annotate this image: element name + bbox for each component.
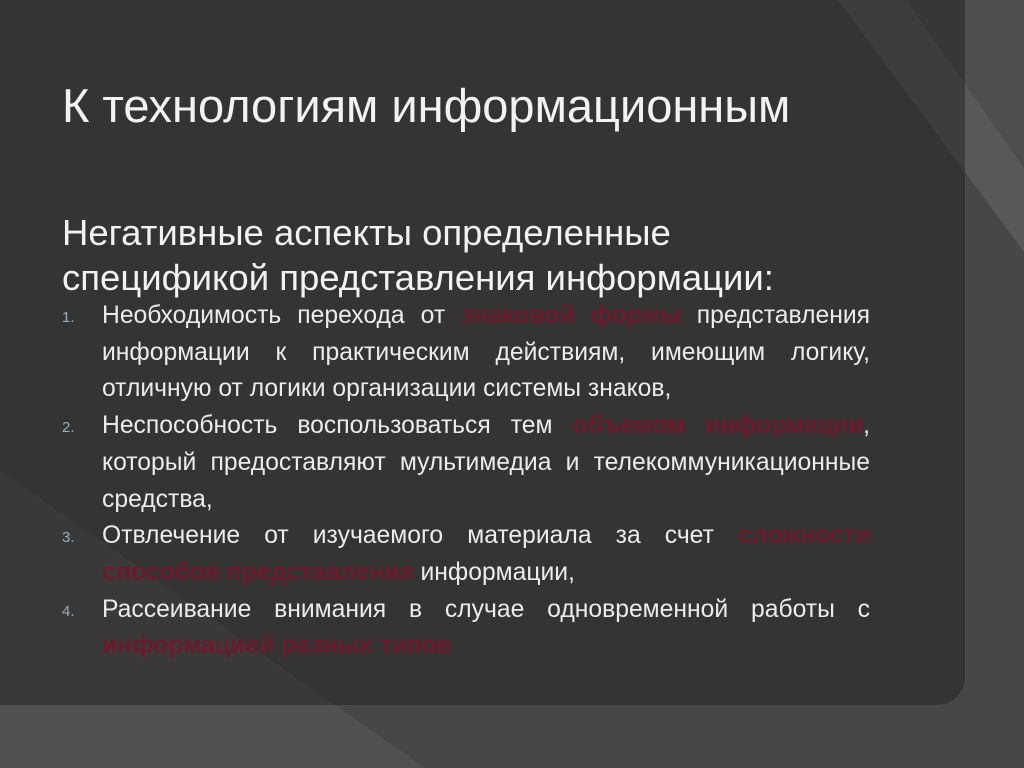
list-item-number: 1.: [62, 309, 75, 326]
slide-subtitle: Негативные аспекты определенные спецификой представления информации:: [62, 212, 774, 298]
list-item-text: информации,: [413, 558, 575, 586]
list-item-text: , который предоставляют мультимедиа и телекоммуникационные средства,: [102, 412, 870, 513]
list-item-number: 2.: [62, 419, 75, 437]
list-item-text: представления информации к практическим действиям, имеющим логику, отличную от логики организации системы знаков,: [102, 302, 870, 403]
list-item-number: 3.: [62, 529, 75, 547]
slide-title: К технологиям информационным: [62, 79, 791, 132]
highlighted-phrase: информацией разных типов: [102, 632, 452, 660]
highlighted-phrase: сложности способов представления: [102, 522, 870, 586]
list-item: [62, 408, 870, 518]
list-item-text: Необходимость перехода от: [102, 302, 462, 329]
list-item-text: Рассеивание внимания в случае одновременной работы с: [102, 595, 870, 623]
highlighted-phrase: объемом информации: [572, 412, 864, 440]
highlighted-phrase: знаковой формы: [461, 302, 681, 329]
list-item-number: 4.: [62, 602, 75, 620]
list-item: [62, 298, 870, 408]
list-item: [62, 518, 870, 591]
list-item-text: Неспособность воспользоваться тем: [102, 412, 573, 440]
list-item-text: Отвлечение от изучаемого материала за счет: [102, 522, 738, 550]
list-item: [62, 592, 870, 665]
numbered-list: [62, 298, 870, 665]
